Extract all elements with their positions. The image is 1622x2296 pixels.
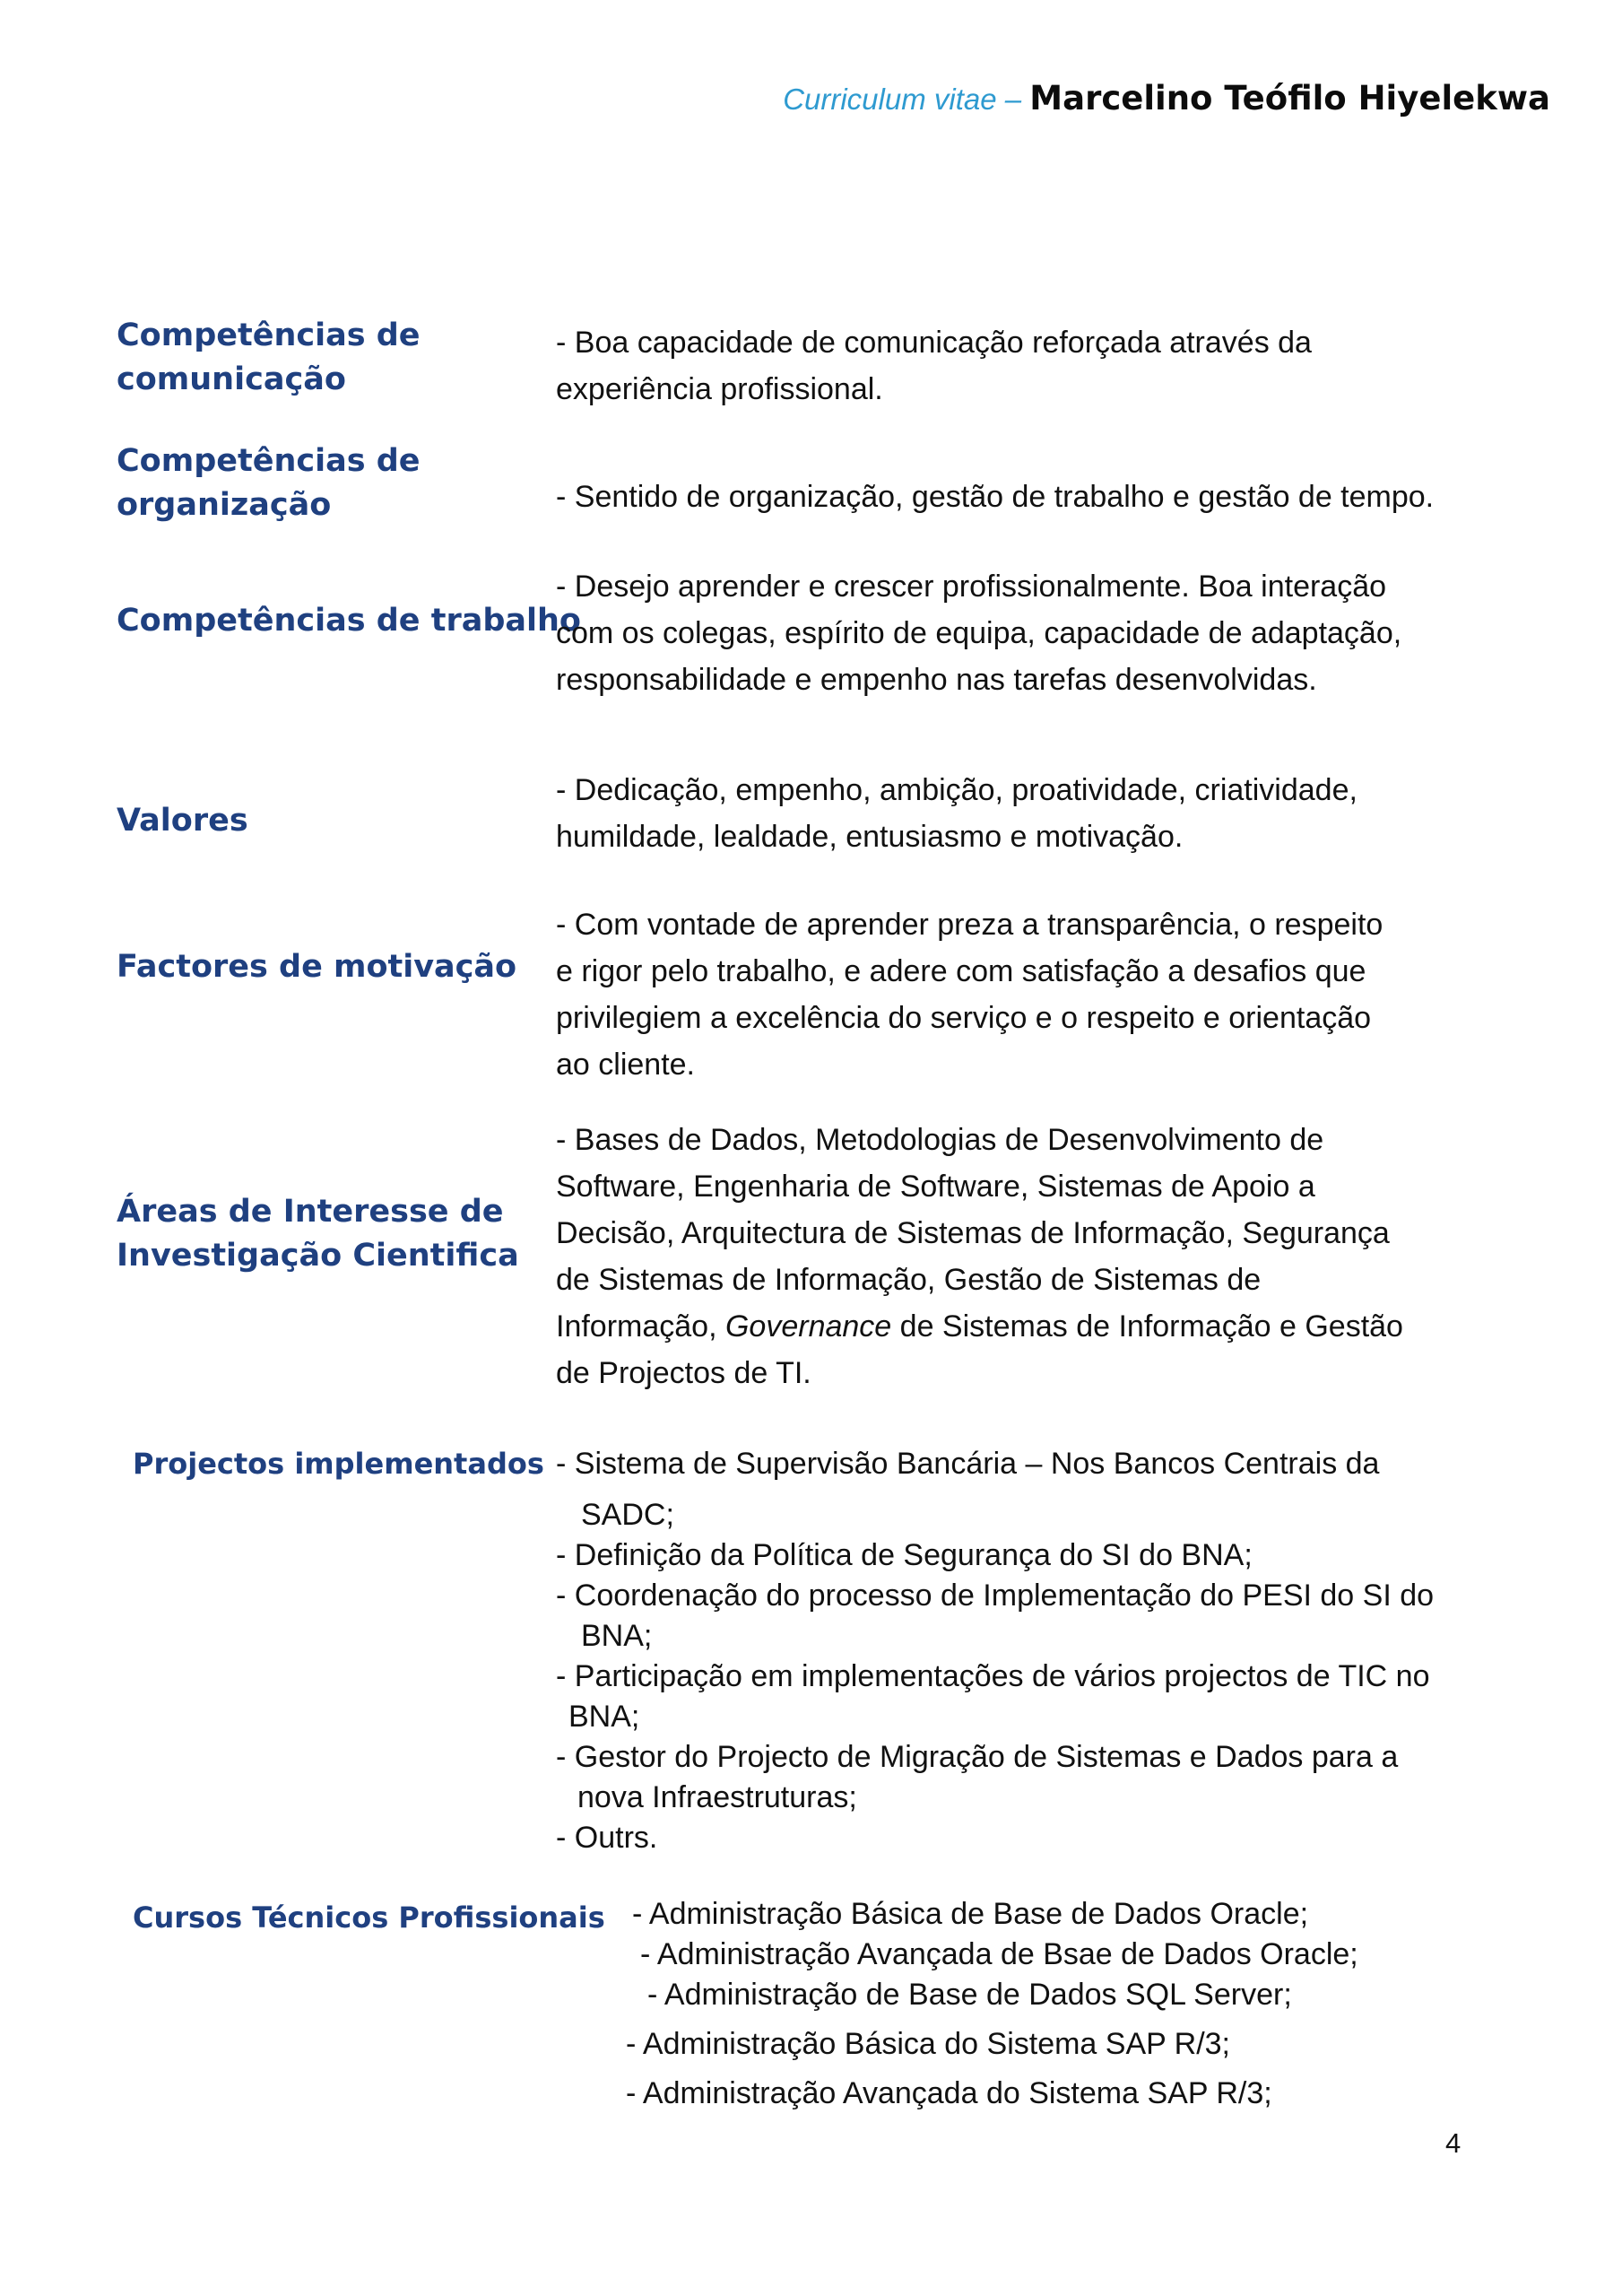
body-line: com os colegas, espírito de equipa, capacidade de adaptação,	[556, 616, 1402, 650]
list-item: - Outrs.	[556, 1821, 658, 1855]
section-body	[556, 1444, 1434, 1858]
section-body	[556, 563, 1401, 703]
heading-line: Investigação Cientifica	[117, 1238, 519, 1274]
italic-term: Governance	[724, 1309, 892, 1344]
section-heading	[117, 1190, 519, 1278]
body-line: - Sentido de organização, gestão de trabalho e gestão de tempo.	[556, 480, 1435, 514]
list-item: - Administração Avançada do Sistema SAP R/3;	[626, 2076, 1272, 2110]
header-label: Curriculum vitae –	[783, 83, 1030, 116]
list-item-continuation: BNA;	[581, 1619, 653, 1653]
body-line: privilegiem a excelência do serviço e o respeito e orientação	[556, 1001, 1372, 1035]
section-heading: Valores	[117, 803, 248, 839]
page-number: 4	[1445, 2127, 1462, 2159]
body-line: e rigor pelo trabalho, e adere com satisfação a desafios que	[556, 954, 1366, 988]
list-item: - Administração Básica de Base de Dados Oracle;	[632, 1897, 1309, 1931]
section-body	[556, 1894, 1358, 2114]
section-body	[556, 1117, 1403, 1396]
list-item-continuation: BNA;	[568, 1700, 640, 1734]
body-text: Informação,	[556, 1309, 725, 1344]
list-item: - Administração Básica do Sistema SAP R/3;	[626, 2027, 1231, 2061]
body-line: Decisão, Arquitectura de Sistemas de Informação, Segurança	[556, 1216, 1390, 1250]
section-heading: Competências de trabalho	[117, 603, 581, 639]
section-body	[556, 474, 1434, 520]
body-line: - Dedicação, empenho, ambição, proatividade, criatividade,	[556, 773, 1357, 807]
list-item: - Coordenação do processo de Implementação do PESI do SI do	[556, 1578, 1435, 1613]
body-line: responsabilidade e empenho nas tarefas desenvolvidas.	[556, 663, 1317, 697]
body-line	[556, 1303, 1403, 1350]
section-body	[556, 319, 1312, 413]
body-line: de Sistemas de Informação, Gestão de Sistemas de	[556, 1263, 1262, 1297]
heading-line: Áreas de Interesse de	[117, 1194, 504, 1230]
person-name: Marcelino Teófilo Hiyelekwa	[1029, 79, 1550, 117]
heading-line: organização	[117, 487, 332, 523]
list-item: - Gestor do Projecto de Migração de Sistemas e Dados para a	[556, 1740, 1399, 1774]
body-line: - Com vontade de aprender preza a transparência, o respeito	[556, 908, 1383, 942]
list-item-continuation: nova Infraestruturas;	[577, 1780, 857, 1814]
document-header	[783, 79, 1550, 117]
section-heading: Projectos implementados	[133, 1447, 544, 1481]
body-line: - Boa capacidade de comunicação reforçada através da	[556, 326, 1312, 360]
section-body	[556, 901, 1383, 1088]
body-text: de Sistemas de Informação e Gestão	[891, 1309, 1403, 1344]
body-line: - Bases de Dados, Metodologias de Desenvolvimento de	[556, 1123, 1324, 1157]
list-item-continuation: SADC;	[581, 1498, 674, 1532]
body-line: Software, Engenharia de Software, Sistemas de Apoio a	[556, 1170, 1315, 1204]
body-line: humildade, lealdade, entusiasmo e motivação.	[556, 820, 1184, 854]
section-body	[556, 767, 1357, 860]
list-item: - Sistema de Supervisão Bancária – Nos Bancos Centrais da	[556, 1447, 1380, 1481]
list-item: - Administração Avançada de Bsae de Dados Oracle;	[640, 1937, 1358, 1971]
body-line: ao cliente.	[556, 1048, 695, 1082]
list-item: - Participação em implementações de vários projectos de TIC no	[556, 1659, 1430, 1693]
section-heading	[117, 314, 421, 402]
heading-line: Competências de	[117, 443, 421, 479]
body-line: de Projectos de TI.	[556, 1356, 811, 1390]
heading-line: comunicação	[117, 361, 346, 397]
section-heading: Cursos Técnicos Profissionais	[133, 1900, 605, 1935]
list-item: - Definição da Política de Segurança do SI do BNA;	[556, 1538, 1253, 1572]
section-heading	[117, 439, 421, 527]
section-heading: Factores de motivação	[117, 949, 517, 985]
heading-line: Competências de	[117, 317, 421, 353]
body-line: - Desejo aprender e crescer profissionalmente. Boa interação	[556, 570, 1387, 604]
list-item: - Administração de Base de Dados SQL Server;	[647, 1978, 1292, 2012]
body-line: experiência profissional.	[556, 372, 883, 406]
